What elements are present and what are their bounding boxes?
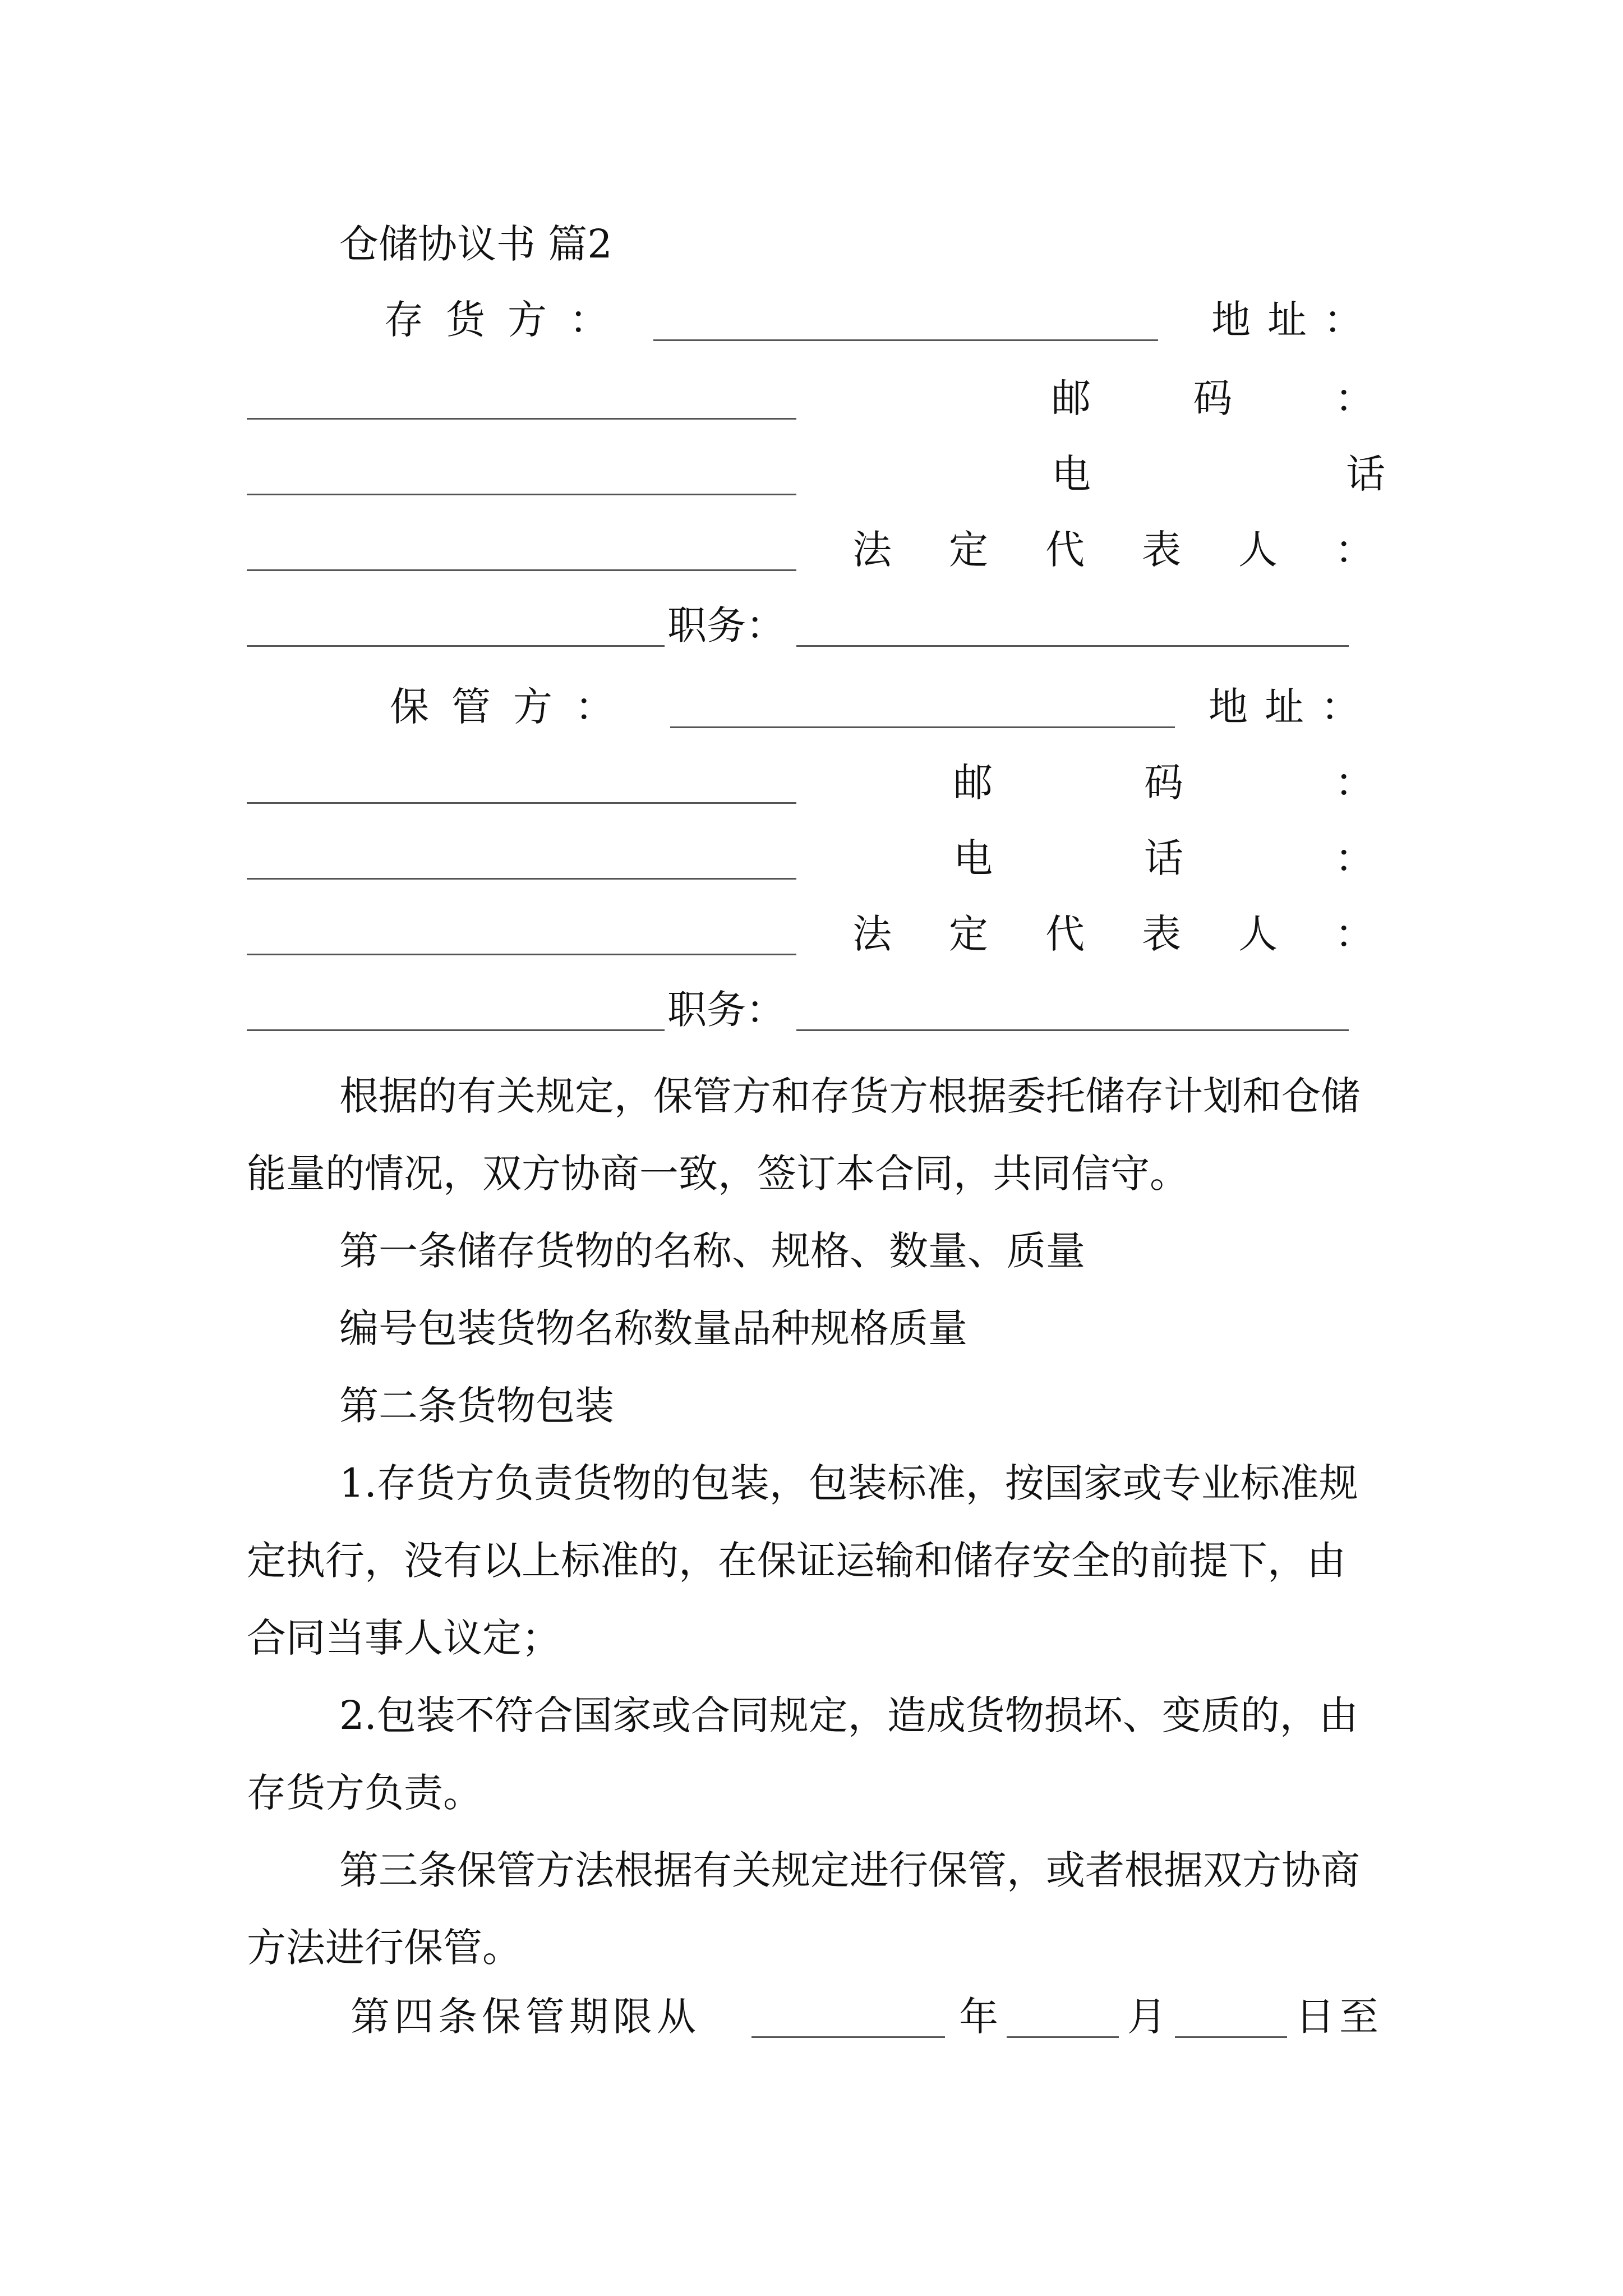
term-day-to-label: 日至 [1295,1994,1383,2040]
term-month-blank[interactable] [1007,2036,1119,2038]
paragraph-article-3: 第三条保管方法根据有关规定进行保管，或者根据双方协商方法进行保管。 [247,1847,1360,1971]
custodian-phone-label: 电 话 ： [953,835,1374,881]
depositor-label: 存货方： [384,297,631,343]
depositor-legal-rep-blank[interactable] [247,645,665,647]
custodian-postcode-label: 邮 码 ： [953,760,1374,806]
depositor-position-blank[interactable] [796,645,1349,647]
custodian-label: 保管方： [390,684,637,730]
depositor-address-label: 地址： [1211,297,1380,343]
custodian-postcode-blank[interactable] [247,878,796,880]
depositor-postcode-label: 邮 码 ： [1052,375,1374,421]
depositor-address-blank[interactable] [247,418,796,420]
depositor-legal-rep-label: 法 定 代 表 人 ： [852,527,1374,573]
term-prefix: 第四条保管期限从 [351,1994,700,2040]
paragraph-packaging-2: 2.包装不符合国家或合同规定，造成货物损坏、变质的，由存货方负责。 [247,1692,1358,1816]
paragraph-article-1: 第一条储存货物的名称、规格、数量、质量 [339,1228,1085,1274]
term-year-blank[interactable] [751,2036,945,2038]
custodian-legal-rep-label: 法 定 代 表 人 ： [852,911,1374,957]
custodian-address-blank[interactable] [247,802,796,804]
depositor-position-label: 职务： [667,602,785,648]
depositor-name-blank[interactable] [653,339,1158,341]
custodian-legal-rep-blank[interactable] [247,1029,665,1031]
custodian-position-label: 职务： [667,987,785,1033]
term-year-label: 年 [959,1994,998,2040]
paragraph-packaging-1: 1.存货方负责货物的包装，包装标准，按国家或专业标准规定执行，没有以上标准的，在保证运输和储存安全的前提下，由合同当事人议定； [247,1460,1358,1661]
term-month-label: 月 [1127,1994,1166,2040]
document-title: 仓储协议书 篇2 [339,221,612,267]
depositor-phone-blank[interactable] [247,569,796,571]
custodian-name-blank[interactable] [670,726,1175,728]
depositor-phone-label: 电 话 [1052,451,1385,497]
paragraph-preamble: 根据的有关规定，保管方和存货方根据委托储存计划和仓储能量的情况，双方协商一致，签订本合同，共同信守。 [247,1073,1360,1197]
custodian-address-label: 地址： [1209,684,1377,730]
paragraph-article-2: 第二条货物包装 [339,1383,614,1429]
term-day-blank[interactable] [1175,2036,1287,2038]
paragraph-item-header: 编号包装货物名称数量品种规格质量 [339,1305,967,1351]
custodian-phone-blank[interactable] [247,954,796,955]
depositor-postcode-blank[interactable] [247,494,796,495]
custodian-position-blank[interactable] [796,1029,1349,1031]
